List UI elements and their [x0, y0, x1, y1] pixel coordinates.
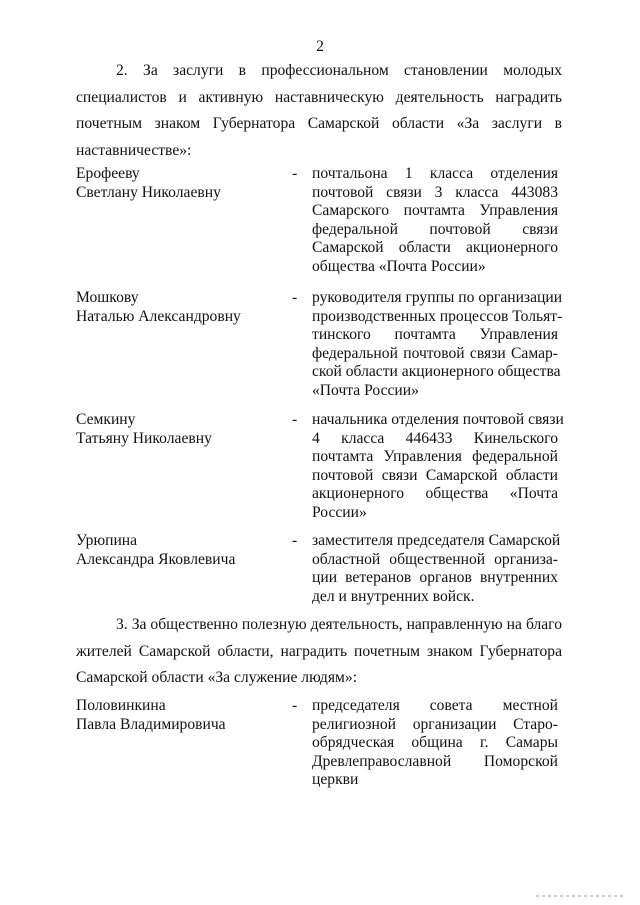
position-line: Самарского почтамта Управления	[312, 202, 558, 219]
recipient-name	[76, 165, 286, 202]
recipient-given-names: Татьяну Николаевну	[76, 429, 212, 447]
position-line: руководителя группы по организации	[312, 289, 563, 306]
position-line: обрядческая община г. Самары	[312, 734, 558, 751]
position-line: начальника отделения почтовой связи	[312, 411, 564, 428]
recipient-name	[76, 697, 286, 734]
recipient-surname: Семкину	[76, 411, 136, 428]
section-2-intro-line: наставничестве»:	[76, 141, 192, 159]
entry-dash: -	[292, 411, 298, 428]
recipient-position	[312, 165, 558, 276]
section-3-intro	[76, 612, 562, 692]
position-line: общества «Почта России»	[312, 257, 486, 275]
section-3-intro-line: жителей Самарской области, наградить почетным знаком Губернатора	[76, 642, 562, 660]
position-line: заместителя председателя Самарской	[312, 532, 561, 549]
position-line: почтовой связи 3 класса 443083	[312, 183, 558, 201]
position-line: федеральной почтовой связи	[312, 220, 558, 238]
recipient-position	[312, 532, 561, 606]
section-3-intro-line: 3. За общественно полезную деятельность, направленную на благо	[116, 616, 562, 633]
entry-dash: -	[292, 165, 298, 182]
recipient-given-names: Светлану Николаевну	[76, 183, 221, 201]
recipient-position	[312, 697, 558, 790]
position-line: производственных процессов Тольят-	[312, 307, 563, 325]
position-line: Древлеправославной Поморской	[312, 752, 558, 770]
section-2-intro	[76, 58, 562, 164]
entry-dash: -	[292, 532, 298, 549]
recipient-surname: Мошкову	[76, 289, 139, 306]
position-line: 4 класса 446433 Кинельского	[312, 429, 558, 447]
position-line: «Почта России»	[312, 381, 419, 399]
recipient-surname: Половинкина	[76, 697, 166, 714]
recipient-given-names: Павла Владимировича	[76, 715, 226, 733]
position-line: председателя совета местной	[312, 697, 558, 714]
position-line: Самарской области акционерного	[312, 239, 558, 256]
position-line: ской области акционерного общества	[312, 363, 561, 380]
section-2-intro-line: почетным знаком Губернатора Самарской области «За заслуги в	[76, 115, 562, 132]
position-line: акционерного общества «Почта	[312, 485, 558, 502]
recipient-position	[312, 411, 564, 522]
position-line: церкви	[312, 771, 359, 788]
recipient-name	[76, 289, 286, 326]
position-line: дел и внутренних войск.	[312, 587, 475, 605]
scan-artifact	[536, 895, 626, 897]
position-line: России»	[312, 503, 367, 521]
position-line: областной общественной организа-	[312, 550, 558, 568]
position-line: федеральной почтовой связи Самар-	[312, 344, 558, 362]
recipient-given-names: Наталью Александровну	[76, 307, 241, 325]
recipient-surname: Ерофееву	[76, 165, 140, 182]
entry-dash: -	[292, 697, 298, 714]
section-3-intro-line: Самарской области «За служение людям»:	[76, 669, 358, 686]
entry-dash: -	[292, 289, 298, 306]
recipient-surname: Урюпина	[76, 532, 138, 549]
position-line: почтамта Управления федеральной	[312, 448, 558, 465]
recipient-given-names: Александра Яковлевича	[76, 550, 236, 568]
section-2-intro-line: специалистов и активную наставническую деятельность наградить	[76, 88, 562, 106]
section-2-intro-line: 2. За заслуги в профессиональном становлении молодых	[116, 62, 562, 79]
recipient-name	[76, 411, 286, 448]
recipient-name	[76, 532, 286, 569]
recipient-position	[312, 289, 563, 400]
position-line: почтовой связи Самарской области	[312, 466, 558, 484]
position-line: почтальона 1 класса отделения	[312, 165, 558, 182]
position-line: религиозной организации Старо-	[312, 715, 558, 733]
position-line: ции ветеранов органов внутренних	[312, 569, 558, 586]
position-line: тинского почтамта Управления	[312, 326, 558, 343]
page-number: 2	[316, 38, 324, 55]
